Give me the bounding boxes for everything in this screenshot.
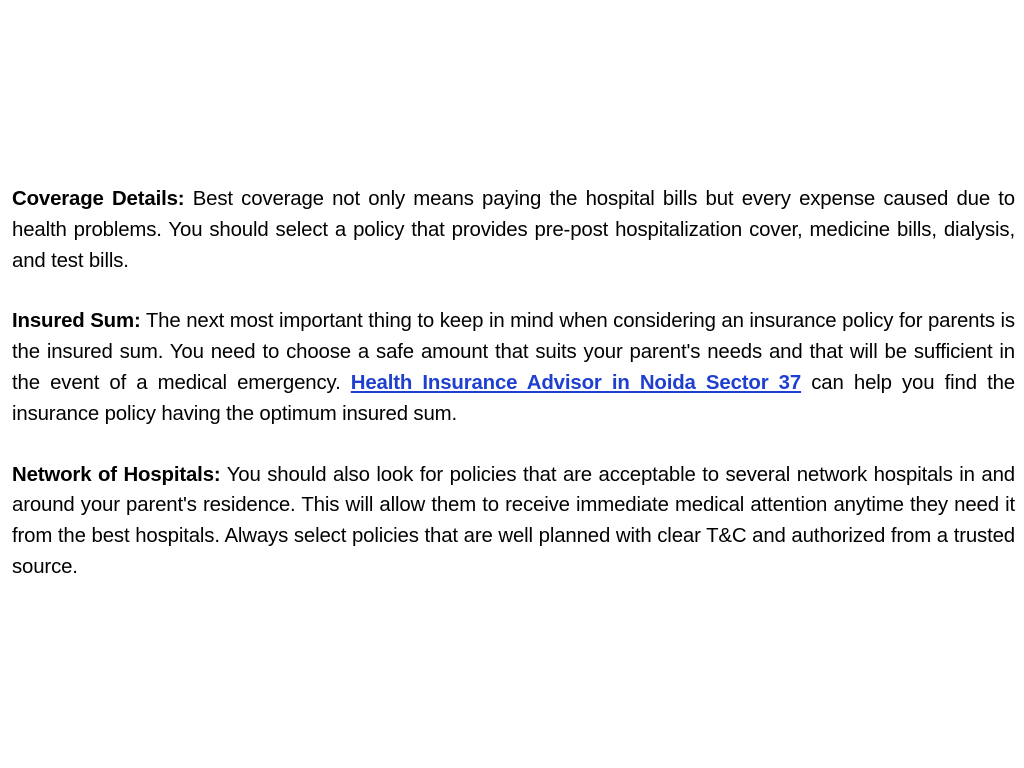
coverage-details-paragraph <box>12 184 1015 276</box>
network-hospitals-text: You should also look for policies that are acceptable to several network hospitals in and around your parent's residence. This will allow them to receive immediate medical attention anytime they need it from the best hospitals. Always select policies that are well planned with clear T&C and authorized from a trusted source. <box>12 463 1015 578</box>
insured-sum-heading: Insured Sum: <box>12 310 141 333</box>
network-hospitals-paragraph <box>12 460 1015 583</box>
insured-sum-text-after: can help you find the insurance policy having the optimum insured sum. <box>12 371 1015 425</box>
coverage-details-text: Best coverage not only means paying the hospital bills but every expense caused due to health problems. You should select a policy that provides pre-post hospitalization cover, medicine bills, dialysis, and test bills. <box>12 188 1015 272</box>
insured-sum-text-before: The next most important thing to keep in mind when considering an insurance policy for parents is the insured sum. You need to choose a safe amount that suits your parent's needs and that will be sufficient in the event of a medical emergency. <box>12 310 1015 394</box>
health-insurance-advisor-link[interactable]: Health Insurance Advisor in Noida Sector 37 <box>350 371 802 394</box>
insured-sum-paragraph <box>12 306 1015 429</box>
coverage-details-heading: Coverage Details: <box>12 188 185 210</box>
document-body <box>12 184 1015 613</box>
network-hospitals-heading: Network of Hospitals: <box>12 463 221 486</box>
